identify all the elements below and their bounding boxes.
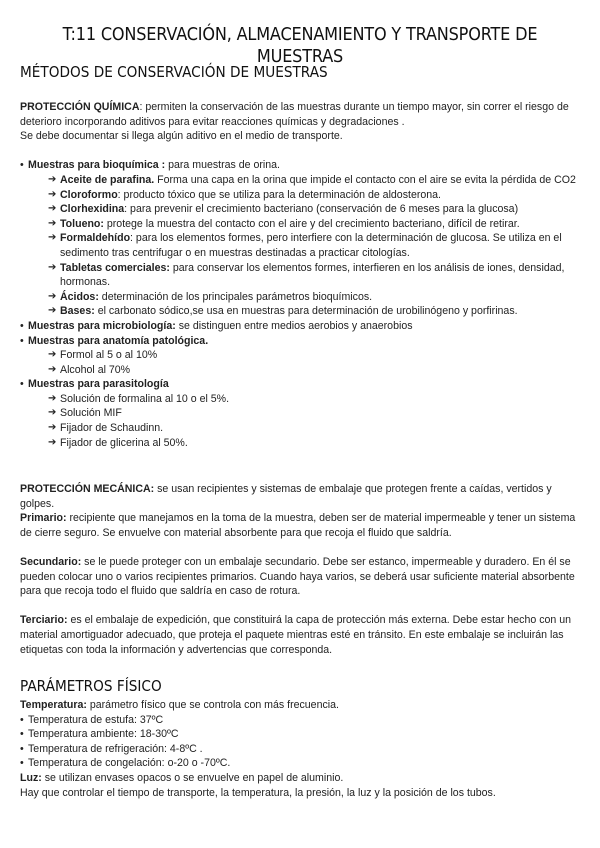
arrow-right-icon: ➔ (48, 290, 57, 302)
secundario-paragraph: Secundario: se le puede proteger con un embalaje secundario. Debe ser estanco, impermeable y duradero. En él se pueden colocar uno o varios recipientes primarios. Cuando haya varios, se deberá usar suficiente material absorbente para que recoja todo el fluido que saldría en caso de rotura. (20, 555, 575, 598)
arrow-right-icon: ➔ (48, 232, 57, 244)
bioquimica-text: para muestras de orina. (165, 159, 280, 172)
arrow-right-icon: ➔ (48, 305, 57, 317)
primario-paragraph: Primario: recipiente que manejamos en la toma de la muestra, deben ser de material impermeable y tener un sistema de cierre seguro. Se envuelve con material absorbente para que recoja el fluido que saldría. (20, 512, 576, 539)
list-item-parasitologia: • Muestras para parasitología (20, 377, 582, 392)
parametros-fisico-block (20, 698, 582, 800)
list-item: ➔ Cloroformo: producto tóxico que se utiliza para la determinación de aldosterona. (48, 188, 441, 201)
list-item-microbiologia: • Muestras para microbiología: se distinguen entre medios aerobios y anaerobios (20, 319, 582, 334)
arrow-right-icon: ➔ (48, 188, 57, 200)
arrow-right-icon: ➔ (48, 217, 57, 229)
bioquimica-sublist (20, 173, 582, 319)
arrow-right-icon: ➔ (48, 261, 57, 273)
arrow-right-icon: ➔ (48, 363, 57, 375)
quimica-text: : permiten la conservación de las muestras durante un tiempo mayor, sin correr el riesgo de deterioro incorporando aditivos para evitar reacciones químicas y degradaciones . (20, 101, 569, 128)
page-title: T:11 CONSERVACIÓN, ALMACENAMIENTO Y TRANSPORTE DE MUESTRAS (62, 25, 538, 67)
final-paragraph: Hay que controlar el tiempo de transporte, la temperatura, la presión, la luz y la posición de los tubos. (20, 786, 496, 799)
list-item: ➔ Alcohol al 70% (48, 363, 131, 376)
bioquimica-label: Muestras para bioquímica : (28, 159, 166, 172)
list-item: ➔ Tabletas comerciales: para conservar los elementos formes, interfieren en los análisis de iones, densidad, hormonas. (48, 261, 565, 289)
list-item: ➔ Solución MIF (48, 407, 122, 420)
list-item: • Temperatura de refrigeración: 4-8ºC . (20, 742, 582, 757)
section-heading-parametros: PARÁMETROS FÍSICO (20, 677, 162, 695)
list-item: • Temperatura de estufa: 37ºC (20, 713, 582, 728)
list-item: ➔ Tolueno: protege la muestra del contacto con el aire y del crecimiento bacteriano, difícil de retirar. (48, 217, 520, 230)
terciario-paragraph: Terciario: es el embalaje de expedición, que constituirá la capa de protección más externa. Debe estar hecho con un material amortiguador adecuado, que proteja el paquete mientras esté en tránsito. En este embalaje se incluirán las etiquetas con toda la información y advertencias que corresponda. (20, 614, 572, 656)
arrow-right-icon: ➔ (48, 422, 57, 434)
proteccion-quimica-block (20, 100, 582, 450)
list-item: ➔ Fijador de Schaudinn. (48, 422, 164, 435)
list-item-anatomia: • Muestras para anatomía patológica. (20, 334, 582, 349)
list-item: ➔ Clorhexidina: para prevenir el crecimiento bacteriano (conservación de 6 meses para la glucosa) (48, 203, 519, 216)
arrow-right-icon: ➔ (48, 392, 57, 404)
list-item-bioquimica (20, 158, 582, 173)
mecanica-paragraph: PROTECCIÓN MECÁNICA: se usan recipientes y sistemas de embalaje que protegen frente a caídas, vertidos y golpes. (20, 483, 552, 510)
arrow-right-icon: ➔ (48, 203, 57, 215)
arrow-right-icon: ➔ (48, 407, 57, 419)
list-item: • Temperatura ambiente: 18-30ºC (20, 727, 582, 742)
quimica-paragraph (20, 100, 582, 129)
list-item: ➔ Aceite de parafina. Forma una capa en la orina que impide el contacto con el aire se evita la pérdida de CO2 (48, 173, 576, 186)
temperatura-paragraph: Temperatura: parámetro físico que se controla con más frecuencia. (20, 699, 339, 711)
anatomia-sublist (20, 348, 582, 377)
luz-paragraph: Luz: se utilizan envases opacos o se envuelve en papel de aluminio. (20, 771, 344, 784)
quimica-label: PROTECCIÓN QUÍMICA (20, 101, 140, 113)
arrow-right-icon: ➔ (48, 436, 57, 448)
arrow-right-icon: ➔ (48, 173, 57, 185)
list-item: • Temperatura de congelación: o-20 o -70ºC. (20, 756, 582, 771)
proteccion-mecanica-block (20, 482, 582, 657)
list-item: ➔ Bases: el carbonato sódico,se usa en muestras para determinación de urobilinógeno y porfirinas. (48, 305, 518, 318)
parasitologia-sublist (20, 392, 582, 450)
list-item: ➔ Formaldehído: para los elementos formes, pero interfiere con la determinación de glucosa. Se utiliza en el sedimento tras centrifugar o en muestras destinadas a practicar citologías. (48, 232, 562, 259)
list-item: ➔ Formol al 5 o al 10% (48, 349, 158, 362)
list-item: ➔ Solución de formalina al 10 o el 5%. (48, 392, 230, 405)
quimica-note: Se debe documentar si llega algún aditivo en el medio de transporte. (20, 130, 343, 143)
list-item: ➔ Fijador de glicerina al 50%. (48, 436, 188, 449)
section-heading-metodos: MÉTODOS DE CONSERVACIÓN DE MUESTRAS (20, 63, 328, 81)
list-item: ➔ Ácidos: determinación de los principales parámetros bioquímicos. (48, 290, 373, 303)
arrow-right-icon: ➔ (48, 349, 57, 361)
